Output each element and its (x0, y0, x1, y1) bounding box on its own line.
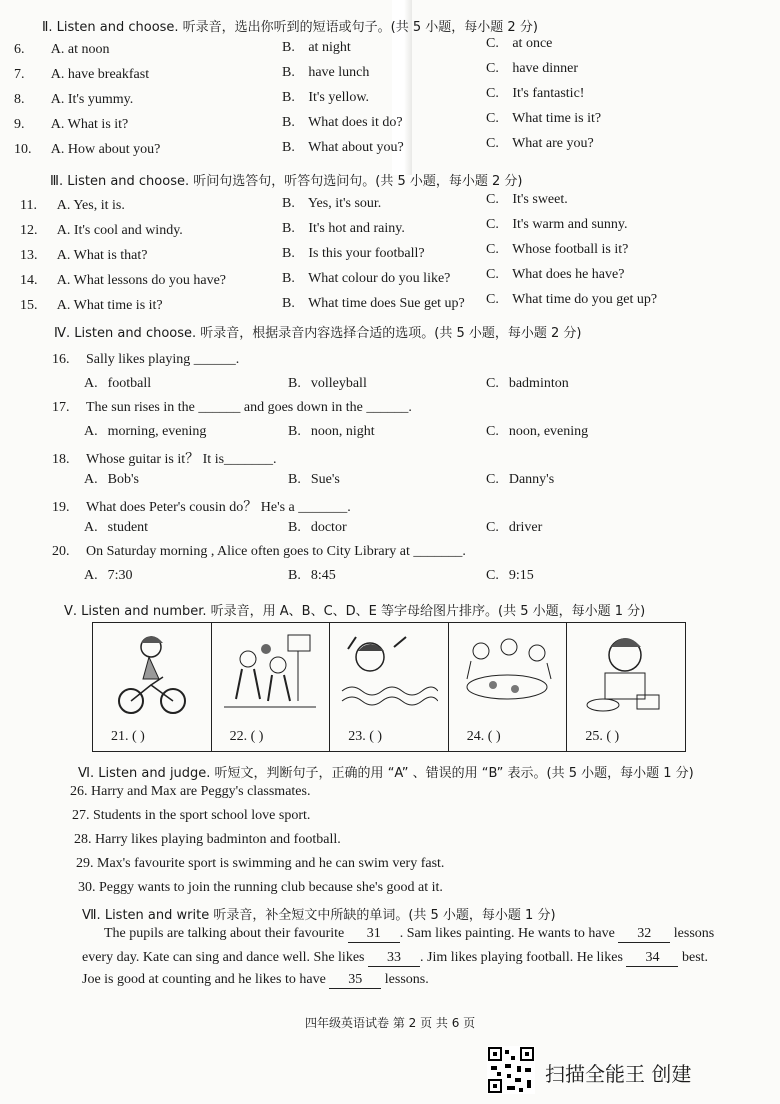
question-12-option-b: B. It's hot and rainy. (282, 221, 405, 236)
kids-playing-basketball-illustration (220, 629, 320, 719)
question-11-option-c: C. It's sweet. (486, 192, 568, 207)
section-4-title: Ⅳ. Listen and choose. 听录音，根据录音内容选择合适的选项。(共 5 小题，每小题 2 分) (54, 326, 582, 341)
question-17-option-b: B. noon, night (288, 424, 375, 439)
item-23-label: 23. ( ) (348, 729, 383, 744)
question-17-option-a: A. morning, evening (84, 424, 207, 439)
question-20-option-b: B. 8:45 (288, 568, 336, 583)
question-20-option-a: A. 7:30 (84, 568, 133, 583)
question-8-option-c: C. It's fantastic! (486, 86, 585, 101)
question-16-stem: 16. Sally likes playing ______. (52, 352, 240, 367)
question-20-stem: 20. On Saturday morning , Alice often goes to City Library at _______. (52, 544, 466, 559)
question-7-option-a: 7. A. have breakfast (14, 67, 150, 82)
question-8-option-a: 8. A. It's yummy. (14, 92, 134, 107)
question-11-option-a: 11. A. Yes, it is. (20, 198, 125, 213)
judge-statement-27: 27. Students in the sport school love sport. (72, 808, 311, 823)
blank-31: 31 (348, 926, 400, 943)
blank-35: 35 (329, 972, 381, 989)
blank-33: 33 (368, 950, 420, 967)
question-14-option-b: B. What colour do you like? (282, 271, 451, 286)
judge-statement-26: 26. Harry and Max are Peggy's classmates. (70, 784, 311, 799)
blank-34: 34 (626, 950, 678, 967)
question-19-option-b: B. doctor (288, 520, 347, 535)
question-20-option-c: C. 9:15 (486, 568, 534, 583)
boy-eating-illustration (575, 629, 675, 719)
question-10-option-c: C. What are you? (486, 136, 594, 151)
question-6-option-c: C. at once (486, 36, 553, 51)
passage-line-3: Joe is good at counting and he likes to have 35 lessons. (82, 972, 429, 987)
question-14-option-a: 14. A. What lessons do you have? (20, 273, 227, 288)
question-15-option-a: 15. A. What time is it? (20, 298, 163, 313)
question-13-option-b: B. Is this your football? (282, 246, 425, 261)
question-7-option-c: C. have dinner (486, 61, 579, 76)
question-19-option-a: A. student (84, 520, 149, 535)
item-22-label: 22. ( ) (229, 729, 264, 744)
question-18-option-b: B. Sue's (288, 472, 340, 487)
boy-swimming-illustration (338, 629, 438, 719)
passage-line-1: The pupils are talking about their favourite 31 . Sam likes painting. He wants to have 32 lessons (104, 926, 715, 941)
question-10-option-a: 10. A. How about you? (14, 142, 161, 157)
girl-riding-bike-illustration (101, 629, 201, 719)
question-15-option-c: C. What time do you get up? (486, 292, 658, 307)
picture-21 (93, 623, 212, 751)
question-6-option-b: B. at night (282, 40, 351, 55)
question-19-option-c: C. driver (486, 520, 543, 535)
question-17-stem: 17. The sun rises in the ______ and goes down in the ______. (52, 400, 412, 415)
question-9-option-a: 9. A. What is it? (14, 117, 129, 132)
question-16-option-b: B. volleyball (288, 376, 367, 391)
question-19-stem: 19. What does Peter's cousin do？ He's a _______. (52, 500, 351, 515)
section-6-title: Ⅵ. Listen and judge. 听短文，判断句子，正确的用 “A” 、错误的用 “B” 表示。(共 5 小题，每小题 1 分) (78, 766, 694, 781)
question-12-option-c: C. It's warm and sunny. (486, 217, 628, 232)
item-24-label: 24. ( ) (466, 729, 501, 744)
question-12-option-a: 12. A. It's cool and windy. (20, 223, 183, 238)
question-8-option-b: B. It's yellow. (282, 90, 370, 105)
question-16-option-c: C. badminton (486, 376, 569, 391)
question-9-option-c: C. What time is it? (486, 111, 602, 126)
picture-25 (567, 623, 685, 751)
passage-line-2: every day. Kate can sing and dance well. She likes 33 . Jim likes playing football. He likes 34 best. (82, 950, 709, 965)
picture-23 (330, 623, 449, 751)
question-18-stem: 18. Whose guitar is it？ It is_______. (52, 452, 277, 467)
question-17-option-c: C. noon, evening (486, 424, 589, 439)
question-11-option-b: B. Yes, it's sour. (282, 196, 382, 211)
page-footer: 四年级英语试卷 第 2 页 共 6 页 (305, 1016, 476, 1030)
scanner-brand: 扫描全能王 创建 (545, 1062, 692, 1086)
question-16-option-a: A. football (84, 376, 152, 391)
judge-statement-28: 28. Harry likes playing badminton and football. (74, 832, 341, 847)
question-15-option-b: B. What time does Sue get up? (282, 296, 465, 311)
picture-24 (449, 623, 568, 751)
family-picnic-illustration (457, 629, 557, 719)
section-2-title: Ⅱ. Listen and choose. 听录音，选出你听到的短语或句子。(共 5 小题，每小题 2 分) (42, 20, 538, 35)
question-10-option-b: B. What about you? (282, 140, 404, 155)
item-25-label: 25. ( ) (585, 729, 620, 744)
question-9-option-b: B. What does it do? (282, 115, 403, 130)
section-3-title: Ⅲ. Listen and choose. 听问句选答句，听答句选问句。(共 5 小题，每小题 2 分) (50, 174, 523, 189)
qr-code-icon (487, 1046, 535, 1094)
item-21-label: 21. ( ) (111, 729, 145, 744)
picture-22 (212, 623, 331, 751)
section-5-title: Ⅴ. Listen and number. 听录音，用 A、B、C、D、E 等字母给图片排序。(共 5 小题，每小题 1 分) (64, 604, 646, 619)
question-13-option-a: 13. A. What is that? (20, 248, 148, 263)
section-7-title: Ⅶ. Listen and write 听录音，补全短文中所缺的单词。(共 5 小题，每小题 1 分) (82, 908, 556, 923)
question-6-option-a: 6. A. at noon (14, 42, 110, 57)
question-18-option-c: C. Danny's (486, 472, 555, 487)
question-14-option-c: C. What does he have? (486, 267, 625, 282)
question-18-option-a: A. Bob's (84, 472, 139, 487)
picture-strip (92, 622, 686, 752)
judge-statement-29: 29. Max's favourite sport is swimming and he can swim very fast. (76, 856, 445, 871)
question-7-option-b: B. have lunch (282, 65, 370, 80)
question-13-option-c: C. Whose football is it? (486, 242, 629, 257)
blank-32: 32 (618, 926, 670, 943)
judge-statement-30: 30. Peggy wants to join the running club because she's good at it. (78, 880, 443, 895)
